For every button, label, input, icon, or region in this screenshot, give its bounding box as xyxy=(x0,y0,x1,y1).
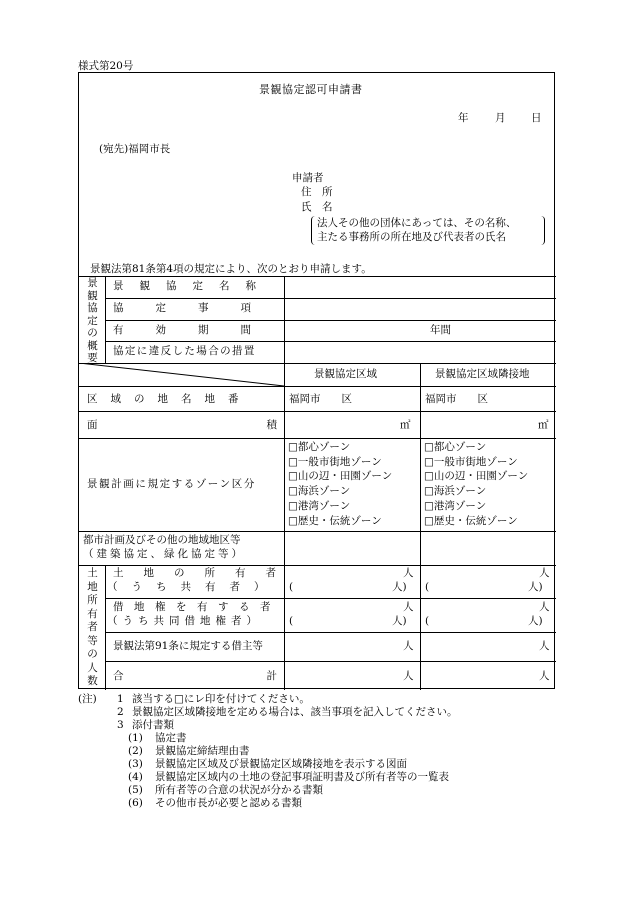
land-owner-count-adjacent[interactable]: 人 xyxy=(539,567,550,579)
validity-period-label: 有効期間 xyxy=(113,324,283,336)
zone-option-checkbox[interactable]: □山の辺・田園ゾーン xyxy=(424,470,529,483)
note-1: 該当する□にレ印を付けてください。 xyxy=(132,693,310,705)
land-owner-label: 土地の所有者 xyxy=(113,567,296,579)
zone-option-checkbox[interactable]: □歴史・伝統ゾーン xyxy=(288,514,382,527)
attachment-item: 協定書 xyxy=(155,732,187,744)
zone-header-area: 景観協定区域 xyxy=(314,368,377,380)
applicant-label: 申請者 xyxy=(292,172,324,184)
attachment-number: (5) xyxy=(128,784,143,796)
open-paren: ( xyxy=(289,581,294,593)
attachment-number: (1) xyxy=(128,732,143,744)
note-3: 添付書類 xyxy=(132,719,174,731)
notes-heading: (注) xyxy=(78,693,97,705)
violation-measures-label: 協定に違反した場合の措置 xyxy=(113,345,256,357)
total-count-zone[interactable]: 人 xyxy=(403,670,414,682)
zone-option-checkbox[interactable]: □一般市街地ゾーン xyxy=(424,455,518,468)
open-paren: ( xyxy=(289,615,294,627)
application-form xyxy=(78,72,555,689)
attachment-item: 景観協定区域内の土地の登記事項証明書及び所有者等の一覧表 xyxy=(155,771,449,783)
applicant-note-line1: 法人その他の団体にあっては、その名称、 xyxy=(317,217,517,229)
city-planning-label-line2: （建築協定、緑化協定等） xyxy=(83,548,245,560)
date-year-field[interactable]: 年 xyxy=(458,112,469,124)
date-month-field[interactable]: 月 xyxy=(495,112,506,124)
area-name-label: 区域の地名地番 xyxy=(87,393,252,405)
attachment-number: (4) xyxy=(128,771,143,783)
attachment-number: (6) xyxy=(128,797,143,809)
joint-leaseholder-count-zone[interactable]: 人) xyxy=(392,615,407,627)
zone-option-checkbox[interactable]: □一般市街地ゾーン xyxy=(288,455,382,468)
addressee: (宛先)福岡市長 xyxy=(99,143,171,155)
city-planning-label-line1: 都市計画及びその他の地域地区等 xyxy=(83,534,241,546)
joint-leaseholder-count-adjacent[interactable]: 人) xyxy=(528,615,543,627)
co-owner-count-adjacent[interactable]: 人) xyxy=(528,581,543,593)
zone-option-checkbox[interactable]: □海浜ゾーン xyxy=(424,485,487,498)
borrower-count-zone[interactable]: 人 xyxy=(403,640,414,652)
form-number: 様式第20号 xyxy=(78,60,134,72)
borrower-count-adjacent[interactable]: 人 xyxy=(539,640,550,652)
zone-options-area[interactable] xyxy=(288,440,392,528)
applicant-note-line2: 主たる事務所の所在地及び代表者の氏名 xyxy=(317,231,506,243)
zone-option-checkbox[interactable]: □海浜ゾーン xyxy=(288,485,351,498)
leaseholder-count-zone[interactable]: 人 xyxy=(403,601,414,613)
agreement-name-label: 景観協定名称 xyxy=(113,280,272,292)
co-owner-label: （うち共有者） xyxy=(107,581,279,593)
zone-header-adjacent: 景観協定区域隣接地 xyxy=(435,368,530,380)
note-3-number: 3 xyxy=(117,719,124,731)
zone-option-checkbox[interactable]: □山の辺・田園ゾーン xyxy=(288,470,393,483)
leaseholder-label: 借地権を有する者 xyxy=(113,601,281,613)
validity-period-value[interactable]: 年間 xyxy=(430,324,451,336)
owners-side-label: 土 地 所 有 者 等 の 人 数 xyxy=(87,567,98,687)
zone-option-checkbox[interactable]: □歴史・伝統ゾーン xyxy=(424,514,518,527)
zone-class-label: 景観計画に規定するゾーン区分 xyxy=(87,478,256,490)
attachment-item: 景観協定区域及び景観協定区域隣接地を表示する図面 xyxy=(155,758,407,770)
note-2: 景観協定区域隣接地を定める場合は、該当事項を記入してください。 xyxy=(132,706,458,718)
zone-option-checkbox[interactable]: □都心ゾーン xyxy=(288,441,351,453)
zone-options-adjacent[interactable] xyxy=(424,440,528,528)
header-diagonal-line xyxy=(79,363,285,387)
zone-option-checkbox[interactable]: □港湾ゾーン xyxy=(424,499,487,512)
open-paren: ( xyxy=(425,615,430,627)
application-statement: 景観法第81条第4項の規定により、次のとおり申請します。 xyxy=(90,263,372,275)
area-size-unit-adjacent: ㎡ xyxy=(538,419,549,431)
attachment-item: その他市長が必要と認める書類 xyxy=(155,797,302,809)
co-owner-count-zone[interactable]: 人) xyxy=(392,581,407,593)
note-1-number: 1 xyxy=(117,693,124,705)
attachment-item: 所有者等の合意の状況が分かる書類 xyxy=(155,784,323,796)
land-owner-count-zone[interactable]: 人 xyxy=(403,567,414,579)
overview-side-label: 景 観 協 定 の 概 要 xyxy=(87,277,98,364)
borrower-label: 景観法第91条に規定する借主等 xyxy=(113,640,263,652)
applicant-address-label: 住 所 xyxy=(301,186,333,198)
total-label: 合 計 xyxy=(113,670,277,682)
form-title: 景観協定認可申請書 xyxy=(259,83,363,96)
area-size-label: 面 積 xyxy=(87,419,277,431)
attachment-number: (3) xyxy=(128,758,143,770)
area-size-unit-zone: ㎡ xyxy=(400,419,411,431)
joint-leaseholder-label: （うち共同借地権者） xyxy=(107,615,262,627)
zone-option-checkbox[interactable]: □港湾ゾーン xyxy=(288,499,351,512)
agreement-items-label: 協定事項 xyxy=(113,302,283,314)
area-name-value-adjacent[interactable]: 福岡市 区 xyxy=(425,393,488,405)
zone-option-checkbox[interactable]: □都心ゾーン xyxy=(424,441,487,453)
date-day-field[interactable]: 日 xyxy=(531,112,542,124)
leaseholder-count-adjacent[interactable]: 人 xyxy=(539,601,550,613)
applicant-name-label: 氏 名 xyxy=(301,201,333,213)
open-paren: ( xyxy=(425,581,430,593)
area-name-value-zone[interactable]: 福岡市 区 xyxy=(289,393,352,405)
attachment-item: 景観協定締結理由書 xyxy=(155,745,250,757)
attachment-number: (2) xyxy=(128,745,143,757)
total-count-adjacent[interactable]: 人 xyxy=(539,670,550,682)
note-2-number: 2 xyxy=(117,706,124,718)
